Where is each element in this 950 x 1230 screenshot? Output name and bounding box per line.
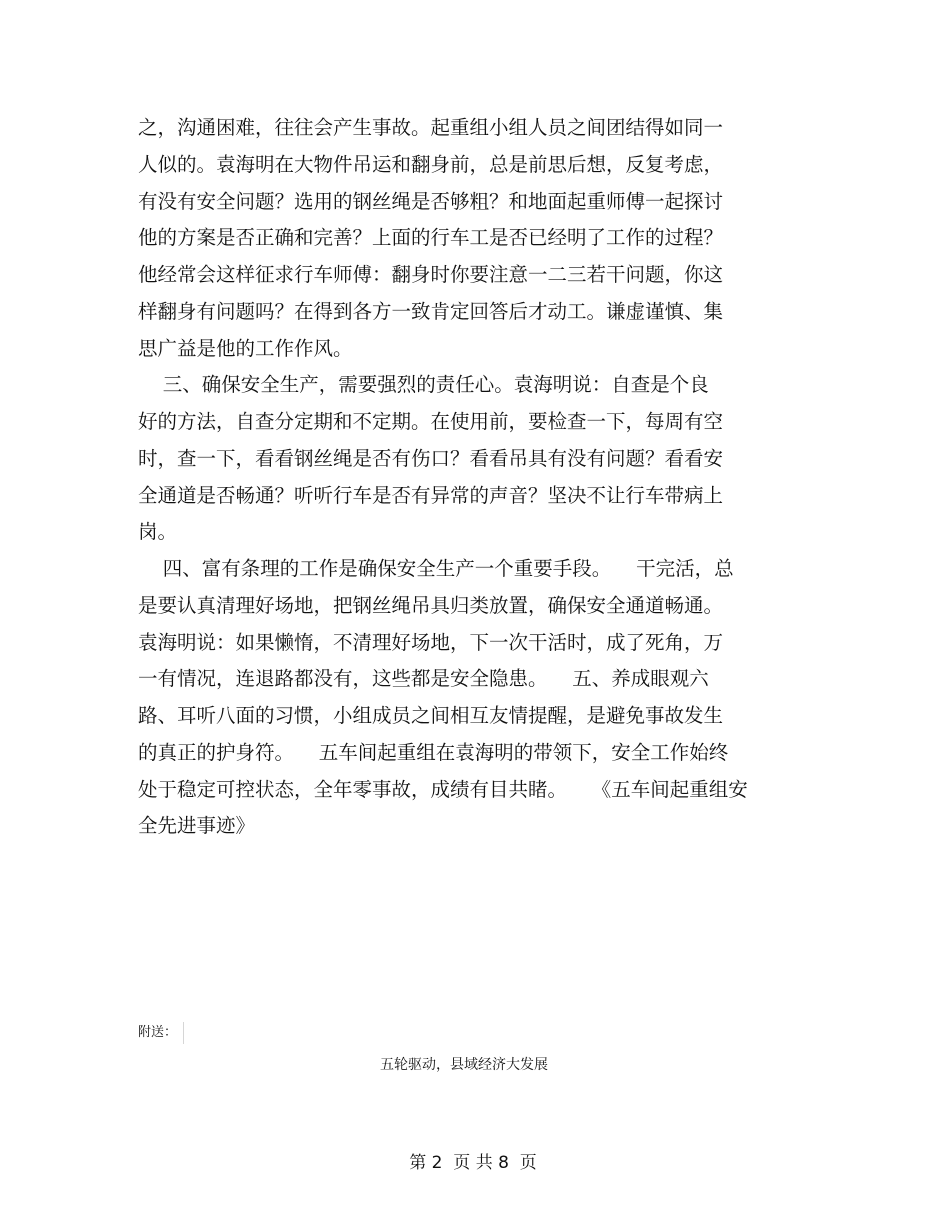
text-line: 样翻身有问题吗？在得到各方一致肯定回答后才动工。谦虚谨慎、集 [138,299,724,323]
text-line: 路、耳听八面的习惯，小组成员之间相互友情提醒，是避免事故发生 [138,704,724,727]
text-line: 好的方法，自查分定期和不定期。在使用前，要检查一下，每周有空 [138,410,724,433]
text-line: 人似的。袁海明在大物件吊运和翻身前，总是前思后想，反复考虑， [138,152,724,176]
text-line: 四、富有条理的工作是确保安全生产一个重要手段。 干完活，总 [138,557,734,580]
text-line: 一有情况，连退路都没有，这些都是安全隐患。 五、养成眼观六 [138,667,709,691]
text-line: 袁海明说：如果懒惰，不清理好场地，下一次干活时，成了死角，万 [138,630,724,654]
text-line: 他经常会这样征求行车师傅：翻身时你要注意一二三若干问题，你这 [138,263,724,286]
attachment-label: 附送： [138,1025,178,1040]
text-line: 思广益是他的工作作风。 [138,336,353,360]
text-line: 有没有安全问题？选用的钢丝绳是否够粗？和地面起重师傅一起探讨 [138,189,724,213]
text-line: 三、确保安全生产，需要强烈的责任心。袁海明说：自查是个良 [138,373,709,397]
text-line: 处于稳定可控状态，全年零事故，成绩有目共睹。 《五车间起重组安 [138,777,748,801]
text-line: 全通道是否畅通？听听行车是否有异常的声音？坚决不让行车带病上 [138,483,724,507]
attachment-label-row [138,1022,184,1044]
text-line: 全先进事迹》 [138,814,256,838]
text-line: 是要认真清理好场地，把钢丝绳吊具归类放置，确保安全通道畅通。 [138,593,724,617]
text-line: 他的方案是否正确和完善？上面的行车工是否已经明了工作的过程？ [138,226,724,250]
text-line: 岗。 [138,520,178,544]
text-line: 之，沟通困难，往往会产生事故。起重组小组人员之间团结得如同一 [138,116,724,139]
attachment-title: 五轮驱动，县域经济大发展 [380,1057,548,1073]
body-text [138,110,828,845]
page-footer: 第 2 页 共 8 页 [409,1153,537,1173]
text-line: 的真正的护身符。 五车间起重组在袁海明的带领下，安全工作始终 [138,740,729,764]
text-line: 时，查一下，看看钢丝绳是否有伤口？看看吊具有没有问题？看看安 [138,446,724,470]
text-cursor-divider [183,1022,184,1044]
